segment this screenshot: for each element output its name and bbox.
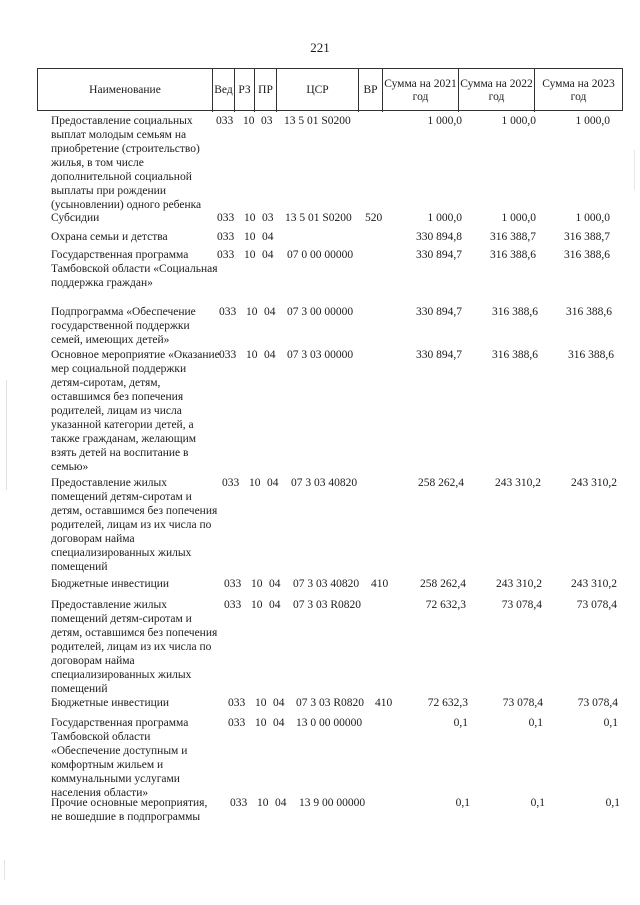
row-sum-2022: 1 000,0 xyxy=(501,212,536,224)
row-rz: 10 xyxy=(244,231,256,243)
row-csr: 07 3 03 R0820 xyxy=(293,599,362,611)
row-ved: 033 xyxy=(216,115,234,127)
row-sum-2022: 0,1 xyxy=(530,797,545,809)
row-rz: 10 xyxy=(244,212,256,224)
row-rz: 10 xyxy=(244,249,256,261)
row-sum-2022: 73 078,4 xyxy=(501,599,542,611)
row-csr: 07 3 03 00000 xyxy=(287,349,354,361)
row-rz: 10 xyxy=(243,115,255,127)
row-pr: 04 xyxy=(269,578,281,590)
header-ved: Вед xyxy=(213,69,235,112)
row-sum-2023: 0,1 xyxy=(605,797,620,809)
row-sum-2022: 243 310,2 xyxy=(495,477,541,489)
row-sum-2022: 316 388,6 xyxy=(492,306,538,318)
header-csr: ЦСР xyxy=(277,69,359,112)
row-ved: 033 xyxy=(217,231,235,243)
row-sum-2021: 330 894,7 xyxy=(416,349,462,361)
row-pr: 03 xyxy=(261,115,273,127)
row-sum-2023: 316 388,6 xyxy=(568,349,614,361)
row-name: Бюджетные инвестиции xyxy=(51,697,170,709)
row-pr: 04 xyxy=(267,477,279,489)
row-sum-2023: 1 000,0 xyxy=(575,115,610,127)
row-name: Предоставление социальных выплат молодым семьям на приобретение (строительство) жилья, в том числе дополнительной социальной выплаты при рождении (усыновлении) одного ребенка xyxy=(51,115,202,211)
row-ved: 033 xyxy=(217,249,235,261)
row-pr: 04 xyxy=(262,231,274,243)
row-rz: 10 xyxy=(251,578,263,590)
row-sum-2022: 73 078,4 xyxy=(502,697,543,709)
row-pr: 04 xyxy=(273,697,285,709)
row-ved: 033 xyxy=(228,697,246,709)
row-ved: 033 xyxy=(230,797,248,809)
row-csr: 13 0 00 00000 xyxy=(296,717,363,729)
table-header xyxy=(37,68,623,111)
row-csr: 13 9 00 00000 xyxy=(299,797,366,809)
row-sum-2021: 1 000,0 xyxy=(427,115,462,127)
row-sum-2022: 1 000,0 xyxy=(501,115,536,127)
header-sum-2022: Сумма на 2022 год xyxy=(459,69,535,112)
row-vr: 410 xyxy=(375,697,393,709)
row-sum-2023: 1 000,0 xyxy=(575,212,610,224)
scan-artifact xyxy=(4,860,5,880)
header-sum-2021: Сумма на 2021 год xyxy=(383,69,459,112)
row-rz: 10 xyxy=(255,697,267,709)
row-rz: 10 xyxy=(257,797,269,809)
row-csr: 07 3 03 R0820 xyxy=(296,697,365,709)
row-sum-2021: 0,1 xyxy=(455,797,470,809)
row-name: Государственная программа Тамбовской области «Обеспечение доступным и комфортным жильем и коммунальными услугами населения области» xyxy=(51,717,189,799)
row-name: Субсидии xyxy=(51,212,100,224)
row-name: Бюджетные инвестиции xyxy=(51,578,170,590)
row-sum-2023: 73 078,4 xyxy=(576,599,617,611)
row-csr: 13 5 01 S0200 xyxy=(284,115,351,127)
row-sum-2023: 316 388,6 xyxy=(566,306,612,318)
row-sum-2021: 1 000,0 xyxy=(427,212,462,224)
row-vr: 520 xyxy=(365,212,383,224)
row-sum-2022: 0,1 xyxy=(528,717,543,729)
row-sum-2021: 330 894,8 xyxy=(416,231,462,243)
row-ved: 033 xyxy=(224,578,242,590)
row-sum-2022: 243 310,2 xyxy=(496,578,542,590)
row-sum-2023: 243 310,2 xyxy=(571,477,617,489)
row-sum-2022: 316 388,6 xyxy=(492,349,538,361)
row-sum-2021: 0,1 xyxy=(453,717,468,729)
row-sum-2023: 73 078,4 xyxy=(577,697,618,709)
row-sum-2021: 258 262,4 xyxy=(420,578,466,590)
row-rz: 10 xyxy=(249,477,261,489)
row-pr: 04 xyxy=(264,306,276,318)
row-sum-2022: 316 388,7 xyxy=(490,231,536,243)
row-ved: 033 xyxy=(222,477,240,489)
row-sum-2023: 243 310,2 xyxy=(571,578,617,590)
row-name: Основное мероприятие «Оказание мер социальной поддержки детям-сиротам, детям, оставшимся без попечения родителей, лицам из числа указанной категории детей, а также гражданам, желающим взять детей на воспитание в семью» xyxy=(51,349,220,473)
row-sum-2021: 258 262,4 xyxy=(418,477,464,489)
row-sum-2023: 316 388,6 xyxy=(564,249,610,261)
row-name: Предоставление жилых помещений детям-сиротам и детям, оставшимся без попечения родителей, лицам из их числа по договорам найма специализированных жилых помещений xyxy=(51,599,218,695)
row-name: Предоставление жилых помещений детям-сиротам и детям, оставшимся без попечения родителей, лицам из их числа по договорам найма специализированных жилых помещений xyxy=(51,477,218,573)
row-pr: 04 xyxy=(275,797,287,809)
row-rz: 10 xyxy=(251,599,263,611)
row-pr: 04 xyxy=(262,249,274,261)
row-csr: 07 3 00 00000 xyxy=(287,306,354,318)
row-pr: 04 xyxy=(273,717,285,729)
row-rz: 10 xyxy=(255,717,267,729)
row-name: Государственная программа Тамбовской области «Социальная поддержка граждан» xyxy=(51,249,218,289)
row-pr: 04 xyxy=(264,349,276,361)
row-sum-2021: 72 632,3 xyxy=(425,599,466,611)
row-pr: 03 xyxy=(262,212,274,224)
row-vr: 410 xyxy=(371,578,389,590)
scan-artifact xyxy=(634,150,635,190)
header-rz: РЗ xyxy=(235,69,255,112)
header-sum-2023: Сумма на 2023 год xyxy=(542,77,615,103)
page-number: 221 xyxy=(310,40,330,55)
row-sum-2021: 72 632,3 xyxy=(427,697,468,709)
row-sum-2021: 330 894,7 xyxy=(416,306,462,318)
row-pr: 04 xyxy=(269,599,281,611)
row-name: Охрана семьи и детства xyxy=(51,231,168,243)
row-ved: 033 xyxy=(219,349,237,361)
row-sum-2023: 316 388,7 xyxy=(564,231,610,243)
row-sum-2022: 316 388,6 xyxy=(490,249,536,261)
header-pr: ПР xyxy=(255,69,277,112)
header-name: Наименование xyxy=(38,69,213,112)
row-csr: 13 5 01 S0200 xyxy=(285,212,352,224)
header-vr: ВР xyxy=(359,69,383,112)
row-sum-2021: 330 894,7 xyxy=(416,249,462,261)
row-rz: 10 xyxy=(246,306,258,318)
row-ved: 033 xyxy=(224,599,242,611)
row-name: Прочие основные мероприятия, не вошедшие в подпрограммы xyxy=(51,797,208,823)
row-sum-2023: 0,1 xyxy=(603,717,618,729)
row-ved: 033 xyxy=(217,212,235,224)
row-rz: 10 xyxy=(246,349,258,361)
row-ved: 033 xyxy=(228,717,246,729)
row-csr: 07 3 03 40820 xyxy=(293,578,360,590)
row-csr: 07 0 00 00000 xyxy=(287,249,354,261)
row-ved: 033 xyxy=(219,306,237,318)
row-csr: 07 3 03 40820 xyxy=(291,477,358,489)
scan-artifact xyxy=(6,380,7,490)
row-name: Подпрограмма «Обеспечение государственной поддержки семей, имеющих детей» xyxy=(51,306,196,346)
